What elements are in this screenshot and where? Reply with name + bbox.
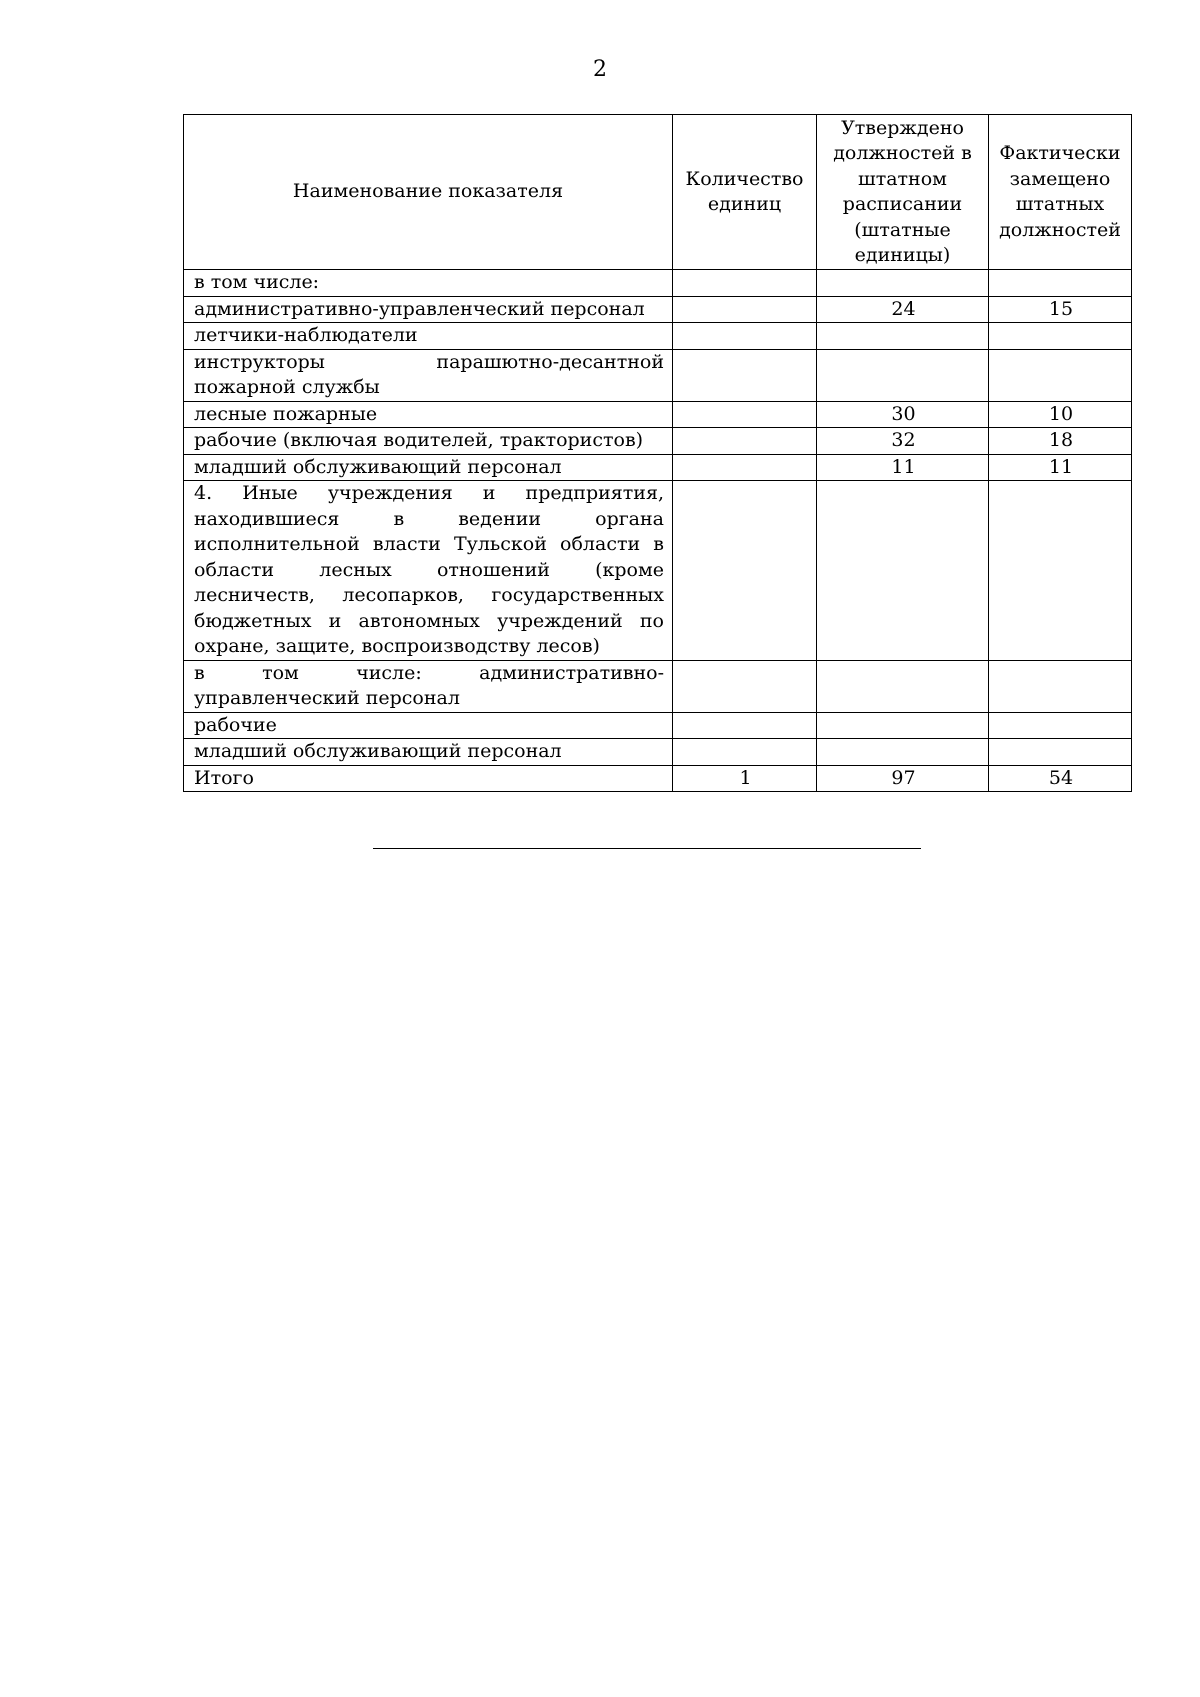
row-filled: 11: [989, 454, 1132, 481]
row-count: [673, 454, 817, 481]
row-name: лесные пожарные: [184, 401, 673, 428]
row-approved: [817, 349, 989, 401]
total-approved: 97: [817, 765, 989, 792]
row-name: в том числе:: [184, 270, 673, 297]
row-count: [673, 349, 817, 401]
row-filled: [989, 270, 1132, 297]
page-number: 2: [593, 57, 607, 82]
table-row: [184, 270, 1132, 297]
row-count: [673, 481, 817, 661]
row-name: 4. Иные учреждения и предприятия, находившиеся в ведении органа исполнительной власти Тульской области в области лесных отношений (кроме лесничеств, лесопарков, государственных бюджетных и автономных учреждений по охране, защите, воспроизводству лесов): [184, 481, 673, 661]
row-name: в том числе: административно-управленческий персонал: [184, 660, 673, 712]
row-filled: 10: [989, 401, 1132, 428]
table-row: [184, 428, 1132, 455]
row-name: младший обслуживающий персонал: [184, 739, 673, 766]
header-unit-count: Количество единиц: [673, 115, 817, 270]
row-name: младший обслуживающий персонал: [184, 454, 673, 481]
row-name: летчики-наблюдатели: [184, 323, 673, 350]
row-count: [673, 401, 817, 428]
row-count: [673, 428, 817, 455]
row-approved: [817, 270, 989, 297]
table-row: [184, 739, 1132, 766]
table-header-row: [184, 115, 1132, 270]
row-approved: 32: [817, 428, 989, 455]
row-name: рабочие (включая водителей, трактористов): [184, 428, 673, 455]
row-count: [673, 660, 817, 712]
row-count: [673, 270, 817, 297]
table-row: [184, 481, 1132, 661]
table-row: [184, 712, 1132, 739]
row-approved: [817, 323, 989, 350]
row-filled: [989, 739, 1132, 766]
row-count: [673, 712, 817, 739]
row-count: [673, 296, 817, 323]
row-filled: [989, 481, 1132, 661]
row-approved: [817, 481, 989, 661]
row-filled: [989, 660, 1132, 712]
table-row: [184, 401, 1132, 428]
header-filled-positions: Фактически замещено штатных должностей: [989, 115, 1132, 270]
row-name: рабочие: [184, 712, 673, 739]
header-approved-positions: Утверждено должностей в штатном расписании (штатные единицы): [817, 115, 989, 270]
row-filled: [989, 712, 1132, 739]
row-approved: [817, 739, 989, 766]
row-name: инструкторы парашютно-десантной пожарной службы: [184, 349, 673, 401]
table-row: [184, 660, 1132, 712]
row-approved: 24: [817, 296, 989, 323]
document-end-rule: [373, 848, 921, 849]
total-label: Итого: [184, 765, 673, 792]
total-filled: 54: [989, 765, 1132, 792]
table-row: [184, 454, 1132, 481]
table-row-total: [184, 765, 1132, 792]
table-row: [184, 296, 1132, 323]
row-approved: [817, 660, 989, 712]
row-approved: [817, 712, 989, 739]
row-name: административно-управленческий персонал: [184, 296, 673, 323]
row-count: [673, 739, 817, 766]
total-count: 1: [673, 765, 817, 792]
row-count: [673, 323, 817, 350]
staff-table: [183, 114, 1132, 792]
table-row: [184, 323, 1132, 350]
row-filled: 18: [989, 428, 1132, 455]
row-approved: 11: [817, 454, 989, 481]
row-approved: 30: [817, 401, 989, 428]
row-filled: [989, 323, 1132, 350]
row-filled: [989, 349, 1132, 401]
table-row: [184, 349, 1132, 401]
row-filled: 15: [989, 296, 1132, 323]
header-indicator-name: Наименование показателя: [184, 115, 673, 270]
